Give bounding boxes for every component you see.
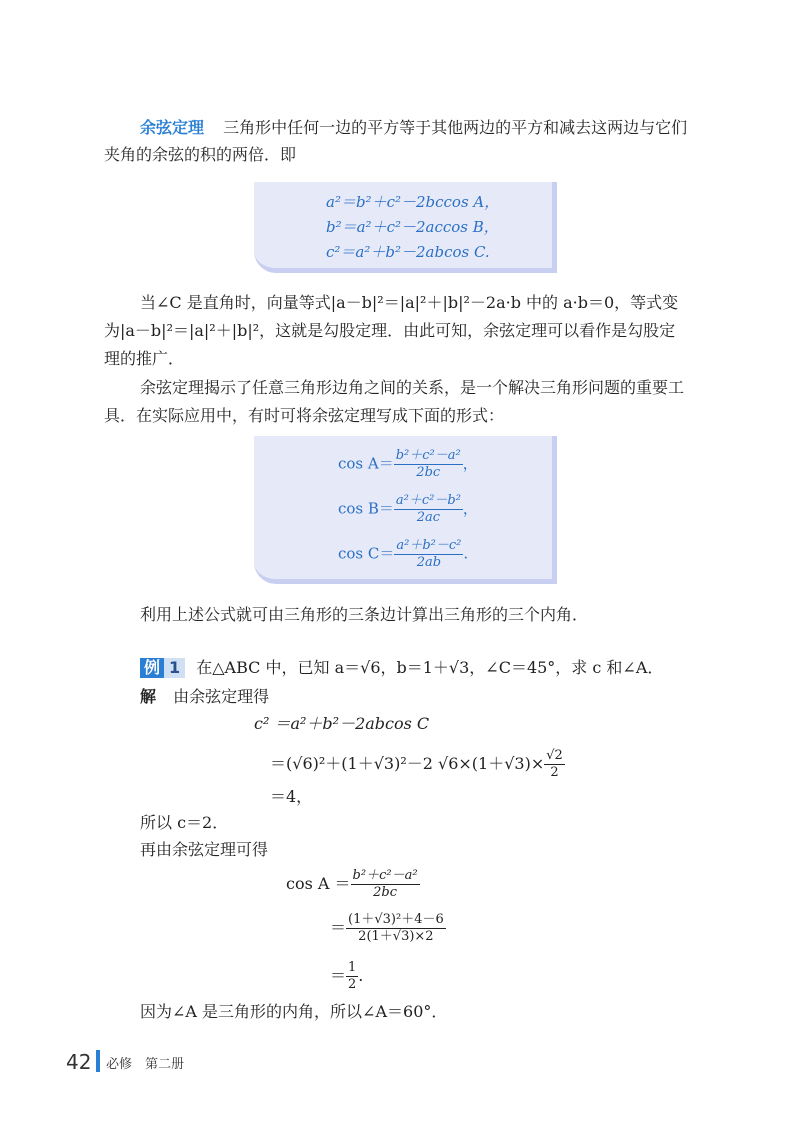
- cos-a-step-1-denominator: 2bc: [373, 885, 397, 900]
- theorem-line-1: [140, 118, 687, 138]
- solution-step-2: [270, 748, 565, 781]
- cos-a-denominator: 2bc: [416, 465, 441, 480]
- cos-b-tail: ，: [462, 499, 478, 518]
- para2-line-1: 余弦定理揭示了任意三角形边角之间的关系，是一个解决三角形问题的重要工: [140, 378, 685, 397]
- cos-c-fraction: [394, 538, 463, 571]
- example-1: [140, 658, 663, 678]
- formula-box-cosine-forms: [254, 436, 557, 584]
- example-statement: 在△ABC 中，已知 a＝√6，b＝1＋√3，∠C＝45°，求 c 和∠A．: [196, 658, 664, 677]
- cos-a-numerator: b²＋c²－a²: [395, 448, 461, 463]
- solution-step-1: c² ＝a²＋b²－2abcos C: [254, 714, 430, 733]
- solution-step-2-fraction: [544, 748, 565, 781]
- solution-label: 解: [140, 687, 157, 706]
- solution-step-2-expr: ＝(√6)²＋(1＋√3)²－2 √6×(1＋√3)×: [270, 754, 545, 773]
- solution-again: 再由余弦定理可得: [140, 840, 269, 859]
- cos-a-step-2-fraction: [346, 912, 446, 945]
- solution-step-2-numerator: √2: [546, 748, 563, 763]
- para1-line-2: 为|a－b|²＝|a|²＋|b|²，这就是勾股定理．由此可知，余弦定理可以看作是勾股定: [104, 321, 676, 340]
- cos-a-step-1-numerator: b²＋c²－a²: [352, 868, 418, 883]
- cos-a-step-3-tail: .: [358, 966, 364, 985]
- cos-a-tail: ，: [462, 454, 478, 473]
- theorem-line-2: 夹角的余弦的积的两倍．即: [104, 145, 297, 164]
- cos-a-step-1-lhs: cos A ＝: [286, 874, 351, 893]
- cos-a-step-2-numerator: (1＋√3)²＋4－6: [348, 912, 444, 927]
- cos-c-row: [338, 538, 468, 571]
- formula-box-law-of-cosines: [254, 182, 557, 273]
- cos-a-step-3-numerator: 1: [348, 960, 357, 975]
- solution-so: 所以 c＝2．: [140, 813, 229, 832]
- solution-step-3: ＝4，: [270, 787, 313, 806]
- cos-c-numerator: a²＋b²－c²: [396, 538, 462, 553]
- cos-b-row: [338, 493, 478, 526]
- formula-b: b²＝a²＋c²－2accos B，: [326, 218, 499, 236]
- para3: 利用上述公式就可由三角形的三条边计算出三角形的三个内角．: [140, 605, 589, 624]
- para1-line-3: 理的推广．: [104, 349, 185, 368]
- example-number: 1: [164, 658, 185, 678]
- formula-c: c²＝a²＋b²－2abcos C.: [326, 243, 490, 261]
- cos-a-step-3-fraction: [346, 960, 358, 993]
- cos-b-lhs: cos B＝: [338, 499, 394, 518]
- cos-a-step-2: [330, 912, 446, 945]
- cos-b-fraction: [394, 493, 463, 526]
- theorem-title: 余弦定理: [140, 118, 205, 137]
- cos-c-denominator: 2ab: [416, 555, 442, 570]
- book-title: 必修 第二册: [106, 1057, 185, 1072]
- cos-c-lhs: cos C＝: [338, 544, 395, 563]
- solution-intro-line: [140, 687, 269, 707]
- page-number: 42: [66, 1050, 92, 1074]
- cos-a-fraction: [394, 448, 463, 481]
- para2-line-2: 具．在实际应用中，有时可将余弦定理写成下面的形式：: [104, 406, 505, 425]
- cos-c-tail: .: [463, 544, 469, 563]
- cos-b-numerator: a²＋c²－b²: [395, 493, 461, 508]
- theorem-text-1: 三角形中任何一边的平方等于其他两边的平方和减去这两边与它们: [223, 118, 688, 137]
- cos-a-step-3: [330, 960, 363, 993]
- cos-a-step-2-eq: ＝: [330, 918, 347, 937]
- solution-step-2-denominator: 2: [550, 765, 559, 780]
- cos-a-row: [338, 448, 478, 481]
- solution-intro: 由余弦定理得: [173, 687, 270, 706]
- cos-a-step-1-fraction: [351, 868, 420, 901]
- cos-a-lhs: cos A＝: [338, 454, 394, 473]
- formula-a: a²＝b²＋c²－2bccos A，: [326, 193, 500, 211]
- solution-conclusion: 因为∠A 是三角形的内角，所以∠A＝60°．: [140, 1002, 448, 1021]
- cos-a-step-3-eq: ＝: [330, 966, 347, 985]
- cos-b-denominator: 2ac: [416, 510, 441, 525]
- cos-a-step-2-denominator: 2(1＋√3)×2: [358, 929, 434, 944]
- para1-line-1: 当∠C 是直角时，向量等式|a－b|²＝|a|²＋|b|²－2a·b 中的 a·b＝0，等式变: [140, 293, 679, 312]
- cos-a-step-1: [286, 868, 420, 901]
- example-label: 例: [140, 658, 164, 678]
- footer-divider: [96, 1050, 100, 1072]
- cos-a-step-3-denominator: 2: [348, 977, 357, 992]
